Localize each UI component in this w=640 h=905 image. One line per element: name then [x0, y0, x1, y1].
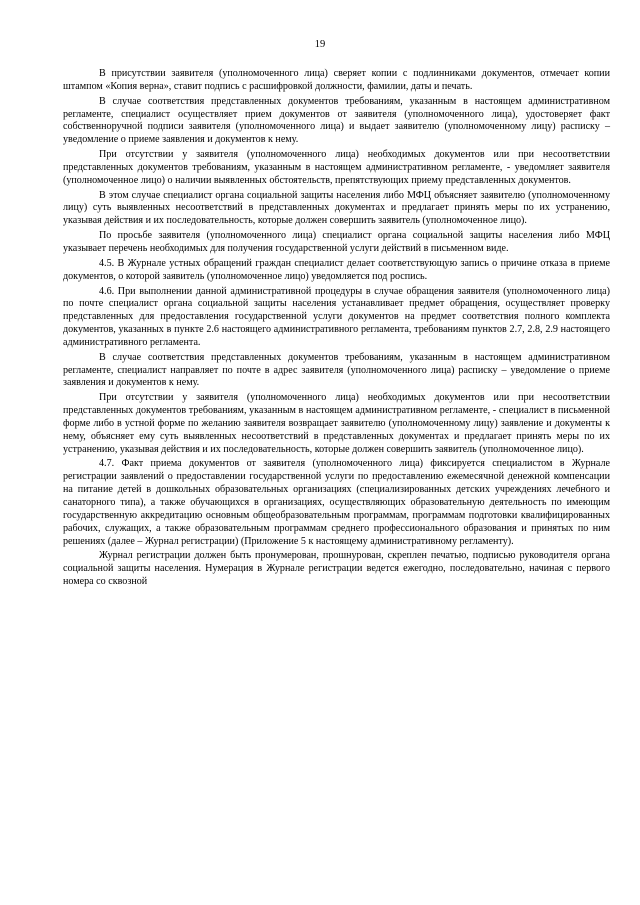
- document-body: [63, 68, 610, 591]
- paragraph: При отсутствии у заявителя (уполномоченного лица) необходимых документов или при несоответствии представленных документов требованиям, указанным в настоящем административном регламенте, - уведомляет заявителя (уполномоченное лицо) о наличии выявленных обстоятельств, препятствующих приему представленных документов.: [63, 149, 610, 186]
- paragraph: 4.5. В Журнале устных обращений граждан специалист делает соответствующую запись о причине отказа в приеме документов, о которой заявитель (уполномоченное лицо) уведомляется под роспись.: [63, 257, 610, 282]
- paragraph: В случае соответствия представленных документов требованиям, указанным в настоящем административном регламенте, специалист осуществляет прием документов от заявителя (уполномоченного лица), удостоверяет факт собственноручной подписи заявителя (уполномоченного лица) и выдает заявителю (уполномоченному лицу) расписку – уведомление о приеме заявления и документов к нему.: [63, 95, 610, 146]
- paragraph: При отсутствии у заявителя (уполномоченного лица) необходимых документов или при несоответствии представленных документов требованиям, указанным в настоящем административном регламенте, - специалист в письменной форме либо в устной форме по желанию заявителя возвращает заявителю (уполномоченному лицу) заявление и документы к нему, объясняет ему суть выявленных несоответствий в представленных документах и предлагает принять меры по их устранению, указывая действия и их последовательность, которые должен совершить заявитель (уполномоченное лицо).: [63, 392, 610, 455]
- paragraph: По просьбе заявителя (уполномоченного лица) специалист органа социальной защиты населения либо МФЦ указывает перечень необходимых для получения государственной услуги действий в письменном виде.: [63, 230, 610, 254]
- paragraph: В этом случае специалист органа социальной защиты населения либо МФЦ объясняет заявителю (уполномоченному лицу) суть выявленных несоответствий в представленных документах и предлагает принять меры по их устранению, указывая действия и их последовательность, которые должен совершить заявитель (уполномоченное лицо).: [63, 189, 610, 227]
- paragraph: 4.6. При выполнении данной административной процедуры в случае обращения заявителя (уполномоченного лица) по почте специалист органа социальной защиты населения устанавливает предмет обращения, осуществляет проверку представленных для предоставления государственной услуги документов на предмет соответствия полного комплекта документов, указанных в пункте 2.6 настоящего административного регламента, требованиям пунктов 2.7, 2.8, 2.9 настоящего административного регламента.: [63, 285, 610, 348]
- paragraph: В присутствии заявителя (уполномоченного лица) сверяет копии с подлинниками документов, отмечает копии штампом «Копия верна», ставит подпись с расшифровкой должности, фамилии, даты и печать.: [63, 68, 610, 92]
- paragraph: Журнал регистрации должен быть пронумерован, прошнурован, скреплен печатью, подписью руководителя органа социальной защиты населения. Нумерация в Журнале регистрации ведется ежегодно, последовательно, начиная с первого номера со сквозной: [63, 550, 610, 588]
- paragraph: В случае соответствия представленных документов требованиям, указанным в настоящем административном регламенте, специалист направляет по почте в адрес заявителя (уполномоченного лица) расписку – уведомление о приеме заявления и документов к нему.: [63, 351, 610, 389]
- paragraph: 4.7. Факт приема документов от заявителя (уполномоченного лица) фиксируется специалистом в Журнале регистрации заявлений о предоставлении государственной услуги по предоставлению ежемесячной денежной компенсации на питание детей в дошкольных образовательных организациях (специализированных детских учреждениях лечебного и санаторного типа), а также обучающихся в организациях, осуществляющих образовательную деятельность по имеющим государственную аккредитацию основным общеобразовательным программам, программам подготовки квалифицированных рабочих, служащих, а также образовательным программам среднего профессионального образования и принятых по ним решениях (далее – Журнал регистрации) (Приложение 5 к настоящему административному регламенту).: [63, 458, 610, 547]
- page-number: 19: [314, 39, 326, 50]
